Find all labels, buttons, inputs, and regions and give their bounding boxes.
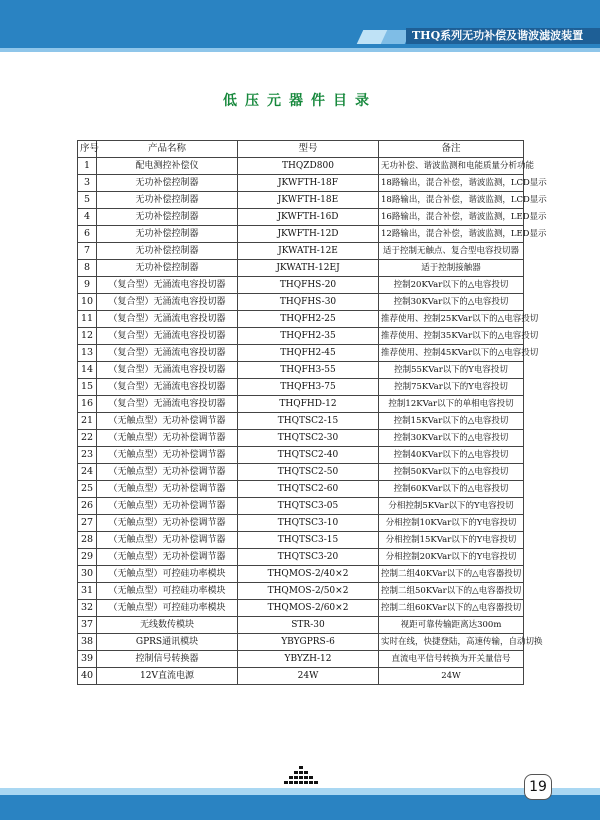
row-number: 32: [78, 600, 97, 617]
remarks: 控制60KVar以下的△电容投切: [379, 481, 524, 498]
model-number: THQFH2-25: [238, 311, 379, 328]
product-name: （无触点型）无功补偿调节器: [97, 413, 238, 430]
row-number: 6: [78, 226, 97, 243]
row-number: 12: [78, 328, 97, 345]
table-row: [78, 498, 524, 515]
product-name: （无触点型）可控硅功率模块: [97, 583, 238, 600]
remarks: 控制30KVar以下的△电容投切: [379, 430, 524, 447]
table-header-row: [78, 141, 524, 158]
table-row: [78, 600, 524, 617]
row-number: 8: [78, 260, 97, 277]
footer-band: [0, 795, 600, 820]
row-number: 27: [78, 515, 97, 532]
product-name: （无触点型）无功补偿调节器: [97, 481, 238, 498]
remarks: 控制12KVar以下的单相电容投切: [379, 396, 524, 413]
model-number: THQTSC2-15: [238, 413, 379, 430]
row-number: 22: [78, 430, 97, 447]
table-row: [78, 532, 524, 549]
row-number: 15: [78, 379, 97, 396]
table-row: [78, 430, 524, 447]
model-number: THQFHD-12: [238, 396, 379, 413]
model-number: YBYGPRS-6: [238, 634, 379, 651]
remarks: 18路输出，混合补偿，谐波监测，LCD显示: [379, 175, 524, 192]
row-number: 25: [78, 481, 97, 498]
row-number: 14: [78, 362, 97, 379]
row-number: 39: [78, 651, 97, 668]
dot-pyramid-logo: [283, 765, 319, 793]
product-name: （无触点型）无功补偿调节器: [97, 447, 238, 464]
model-number: THQFHS-20: [238, 277, 379, 294]
model-number: YBYZH-12: [238, 651, 379, 668]
model-number: THQTSC2-60: [238, 481, 379, 498]
row-number: 37: [78, 617, 97, 634]
page-header: [0, 0, 600, 54]
header-stripe: [0, 48, 600, 52]
remarks: 适于控制接触器: [379, 260, 524, 277]
table-row: [78, 583, 524, 600]
model-number: THQTSC3-20: [238, 549, 379, 566]
row-number: 1: [78, 158, 97, 175]
remarks: 控制二组60KVar以下的△电容器投切: [379, 600, 524, 617]
row-number: 30: [78, 566, 97, 583]
model-number: THQTSC3-15: [238, 532, 379, 549]
product-name: 无线数传模块: [97, 617, 238, 634]
remarks: 分相控制15KVar以下的Y电容投切: [379, 532, 524, 549]
product-name: 控制信号转换器: [97, 651, 238, 668]
remarks: 分相控制5KVar以下的Y电容投切: [379, 498, 524, 515]
row-number: 7: [78, 243, 97, 260]
remarks: 控制40KVar以下的△电容投切: [379, 447, 524, 464]
row-number: 10: [78, 294, 97, 311]
model-number: JKWFTH-12D: [238, 226, 379, 243]
remarks: 18路输出，混合补偿，谐波监测，LCD显示: [379, 192, 524, 209]
remarks: 推荐使用、控制25KVar以下的△电容投切: [379, 311, 524, 328]
model-number: THQMOS-2/40×2: [238, 566, 379, 583]
model-number: THQTSC2-30: [238, 430, 379, 447]
model-number: THQMOS-2/60×2: [238, 600, 379, 617]
remarks: 控制75KVar以下的Y电容投切: [379, 379, 524, 396]
product-name: （无触点型）可控硅功率模块: [97, 600, 238, 617]
product-name: （复合型）无涌流电容投切器: [97, 328, 238, 345]
product-name: （无触点型）无功补偿调节器: [97, 430, 238, 447]
product-name: 12V直流电源: [97, 668, 238, 685]
table-row: [78, 260, 524, 277]
model-number: THQFH2-45: [238, 345, 379, 362]
product-name: （复合型）无涌流电容投切器: [97, 396, 238, 413]
remarks: 分相控制10KVar以下的Y电容投切: [379, 515, 524, 532]
row-number: 40: [78, 668, 97, 685]
table-row: [78, 175, 524, 192]
model-number: THQFH3-75: [238, 379, 379, 396]
remarks: 推荐使用、控制35KVar以下的△电容投切: [379, 328, 524, 345]
product-name: （无触点型）无功补偿调节器: [97, 532, 238, 549]
remarks: 分相控制20KVar以下的Y电容投切: [379, 549, 524, 566]
column-header: 产品名称: [97, 141, 238, 158]
remarks: 适于控制无触点、复合型电容投切器: [379, 243, 524, 260]
table-row: [78, 413, 524, 430]
row-number: 16: [78, 396, 97, 413]
table-row: [78, 379, 524, 396]
product-name: （复合型）无涌流电容投切器: [97, 379, 238, 396]
model-number: THQFH3-55: [238, 362, 379, 379]
row-number: 38: [78, 634, 97, 651]
row-number: 29: [78, 549, 97, 566]
model-number: THQFH2-35: [238, 328, 379, 345]
table-body: [78, 158, 547, 685]
product-name: （复合型）无涌流电容投切器: [97, 345, 238, 362]
row-number: 31: [78, 583, 97, 600]
model-number: JKWATH-12E: [238, 243, 379, 260]
table-row: [78, 464, 524, 481]
table-row: [78, 311, 524, 328]
product-name: 无功补偿控制器: [97, 192, 238, 209]
model-number: JKWFTH-18F: [238, 175, 379, 192]
remarks: 推荐使用、控制45KVar以下的△电容投切: [379, 345, 524, 362]
catalog-table: [77, 140, 547, 685]
table-row: [78, 294, 524, 311]
product-name: （复合型）无涌流电容投切器: [97, 311, 238, 328]
remarks: 实时在线，快捷登陆，高速传输，自动切换: [379, 634, 524, 651]
table-row: [78, 158, 524, 175]
remarks: 无功补偿、谐波监测和电能质量分析功能: [379, 158, 524, 175]
row-number: 21: [78, 413, 97, 430]
product-name: 无功补偿控制器: [97, 243, 238, 260]
product-name: （无触点型）无功补偿调节器: [97, 498, 238, 515]
column-header: 备注: [379, 141, 524, 158]
row-number: 3: [78, 175, 97, 192]
row-number: 11: [78, 311, 97, 328]
product-name: 无功补偿控制器: [97, 175, 238, 192]
table-row: [78, 515, 524, 532]
model-number: JKWATH-12EJ: [238, 260, 379, 277]
product-name: （无触点型）无功补偿调节器: [97, 515, 238, 532]
table-row: [78, 617, 524, 634]
row-number: 9: [78, 277, 97, 294]
page-title: 低压元器件目录: [223, 93, 377, 109]
column-header: 型号: [238, 141, 379, 158]
product-name: 无功补偿控制器: [97, 226, 238, 243]
model-number: 24W: [238, 668, 379, 685]
row-number: 5: [78, 192, 97, 209]
product-name: 配电测控补偿仪: [97, 158, 238, 175]
remarks: 视距可靠传输距离达300m: [379, 617, 524, 634]
model-number: STR-30: [238, 617, 379, 634]
table-row: [78, 362, 524, 379]
model-number: THQFHS-30: [238, 294, 379, 311]
table-row: [78, 634, 524, 651]
remarks: 控制20KVar以下的△电容投切: [379, 277, 524, 294]
table-row: [78, 396, 524, 413]
product-name: 无功补偿控制器: [97, 209, 238, 226]
product-name: （复合型）无涌流电容投切器: [97, 362, 238, 379]
table-row: [78, 328, 524, 345]
row-number: 23: [78, 447, 97, 464]
table-row: [78, 566, 524, 583]
remarks: 24W: [379, 668, 524, 685]
row-number: 26: [78, 498, 97, 515]
model-number: JKWFTH-18E: [238, 192, 379, 209]
remarks: 控制二组40KVar以下的△电容器投切: [379, 566, 524, 583]
product-name: （无触点型）无功补偿调节器: [97, 464, 238, 481]
model-number: JKWFTH-16D: [238, 209, 379, 226]
table-row: [78, 549, 524, 566]
model-number: THQTSC3-10: [238, 515, 379, 532]
product-name: GPRS通讯模块: [97, 634, 238, 651]
row-number: 13: [78, 345, 97, 362]
table-row: [78, 668, 524, 685]
remarks: 12路输出，混合补偿，谐波监测，LED显示: [379, 226, 524, 243]
remarks: 控制二组50KVar以下的△电容器投切: [379, 583, 524, 600]
product-name: （无触点型）无功补偿调节器: [97, 549, 238, 566]
row-number: 4: [78, 209, 97, 226]
model-number: THQTSC2-50: [238, 464, 379, 481]
column-header: 序号: [78, 141, 97, 158]
table-row: [78, 481, 524, 498]
remarks: 控制50KVar以下的△电容投切: [379, 464, 524, 481]
product-name: （复合型）无涌流电容投切器: [97, 277, 238, 294]
model-number: THQMOS-2/50×2: [238, 583, 379, 600]
page-number: 19: [524, 774, 552, 800]
row-number: 28: [78, 532, 97, 549]
model-number: THQTSC3-05: [238, 498, 379, 515]
model-number: THQZD800: [238, 158, 379, 175]
remarks: 控制30KVar以下的△电容投切: [379, 294, 524, 311]
remarks: 控制15KVar以下的△电容投切: [379, 413, 524, 430]
row-number: 24: [78, 464, 97, 481]
table-row: [78, 192, 524, 209]
remarks: 控制55KVar以下的Y电容投切: [379, 362, 524, 379]
table-row: [78, 651, 524, 668]
table-row: [78, 226, 524, 243]
table-row: [78, 209, 524, 226]
product-name: 无功补偿控制器: [97, 260, 238, 277]
model-number: THQTSC2-40: [238, 447, 379, 464]
remarks: 16路输出，混合补偿，谐波监测，LED显示: [379, 209, 524, 226]
header-title: THQ系列无功补偿及谐波滤波装置: [412, 29, 584, 42]
product-name: （无触点型）可控硅功率模块: [97, 566, 238, 583]
table-row: [78, 345, 524, 362]
table-row: [78, 447, 524, 464]
table-row: [78, 277, 524, 294]
product-name: （复合型）无涌流电容投切器: [97, 294, 238, 311]
remarks: 直流电平信号转换为开关量信号: [379, 651, 524, 668]
table-row: [78, 243, 524, 260]
